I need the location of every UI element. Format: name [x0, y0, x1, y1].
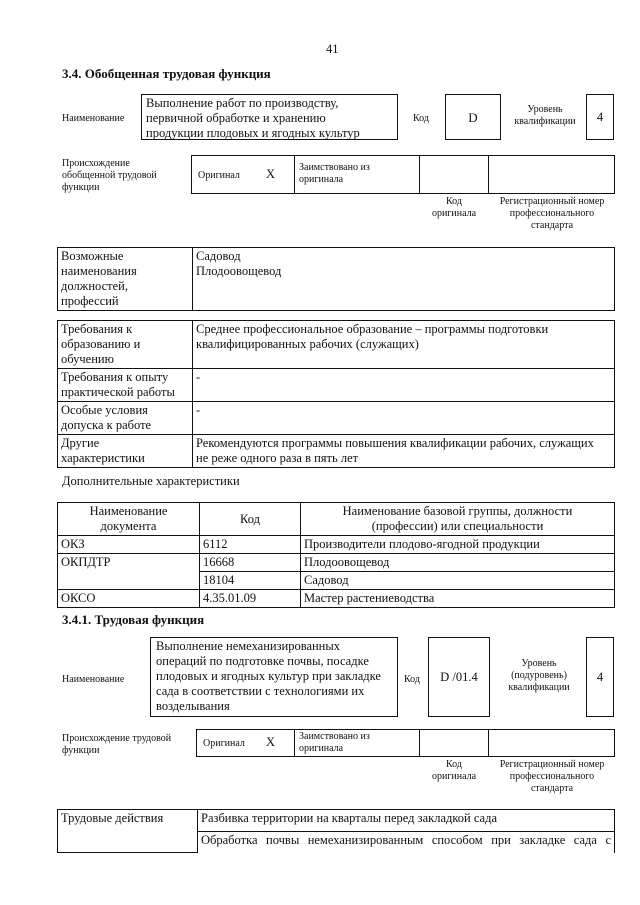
caption-line: оригинала [431, 208, 477, 219]
label-line: Возможные [61, 249, 124, 263]
label-line: Требования к [61, 322, 133, 336]
header-line: документа [100, 519, 157, 533]
reg-number-caption [489, 196, 615, 232]
original-label: Оригинал [198, 170, 240, 181]
label-line: наименования [61, 264, 137, 278]
function-name-line: продукции плодовых и ягодных культур [146, 126, 360, 140]
cell-doc: ОКСО [58, 590, 200, 608]
level-label-line: Уровень [521, 658, 557, 669]
code-value: D /01.4 [440, 670, 478, 684]
original-mark: X [266, 167, 276, 181]
caption-line: профессионального [509, 771, 595, 782]
caption-line: стандарта [530, 220, 574, 231]
code-value-box [445, 94, 501, 140]
header-group [301, 503, 615, 536]
subsection-heading: 3.4.1. Трудовая функция [62, 612, 205, 627]
value-line: - [196, 370, 201, 384]
header-code: Код [200, 503, 301, 536]
code-value-box [428, 637, 490, 717]
cell-code: 6112 [200, 536, 301, 554]
labor-actions-table [57, 809, 615, 853]
additional-title: Дополнительные характеристики [62, 474, 240, 488]
labor-function-name-box [150, 637, 398, 717]
level-value: 4 [596, 110, 604, 124]
cell-name: Плодоовощевод [301, 554, 615, 572]
caption-line: Код [446, 759, 462, 770]
action-item: Разбивка территории на кварталы перед закладкой сада [198, 810, 615, 832]
value-line: Среднее профессиональное образование – программы подготовки [196, 322, 549, 336]
borrowed-label-line: оригинала [299, 743, 344, 754]
original-mark: X [266, 735, 276, 749]
function-name-line: Выполнение немеханизированных [156, 639, 341, 653]
header-line: Наименование базовой группы, должности [342, 504, 573, 518]
origin-label-line: Происхождение [62, 158, 130, 169]
caption-line: оригинала [431, 771, 477, 782]
requirement-row [58, 435, 615, 468]
requirement-label [58, 435, 193, 468]
level-label [498, 658, 580, 694]
function-name-line: Выполнение работ по производству, [146, 96, 339, 110]
additional-header-row [58, 503, 615, 536]
requirement-value [193, 435, 615, 468]
cell-code: 4.35.01.09 [200, 590, 301, 608]
requirement-value [193, 321, 615, 369]
cell-doc: ОКПДТР [58, 554, 200, 590]
requirements-table [57, 320, 615, 468]
borrowed-label [299, 731, 370, 755]
origin-label-line: функции [62, 182, 100, 193]
label-line: Другие [61, 436, 100, 450]
header-line: (профессии) или специальности [371, 519, 544, 533]
level-value-box [586, 637, 614, 717]
caption-line: Регистрационный номер [499, 196, 605, 207]
code-label: Код [413, 113, 429, 124]
caption-line: Код [446, 196, 462, 207]
section-heading: 3.4. Обобщенная трудовая функция [62, 66, 271, 81]
cell-doc: ОКЗ [58, 536, 200, 554]
name-label: Наименование [62, 674, 125, 685]
cell-name: Производители плодово-ягодной продукции [301, 536, 615, 554]
label-line: Требования к опыту [61, 370, 169, 384]
origin-label [62, 733, 171, 757]
value-line: Рекомендуются программы повышения квалификации рабочих, служащих [196, 436, 594, 450]
label-line: характеристики [61, 451, 145, 465]
additional-row [58, 536, 615, 554]
function-name-line: операций по подготовке почвы, посадке [156, 654, 369, 668]
positions-values [193, 248, 615, 311]
borrowed-label-line: Заимствовано из [299, 731, 370, 742]
borrowed-label-line: Заимствовано из [299, 162, 370, 173]
position-item: Плодоовощевод [196, 264, 282, 278]
label-line: должностей, [61, 279, 128, 293]
name-label: Наименование [62, 113, 125, 124]
level-value: 4 [596, 670, 604, 684]
origin-label-line: функции [62, 745, 100, 756]
requirement-value [193, 369, 615, 402]
label-line: допуска к работе [61, 418, 152, 432]
origin-table [191, 155, 615, 194]
requirement-row [58, 402, 615, 435]
borrowed-label-line: оригинала [299, 174, 344, 185]
positions-label [58, 248, 193, 311]
function-name-line: первичной обработке и хранению [146, 111, 326, 125]
origin-table [196, 729, 615, 757]
label-line: практической работы [61, 385, 175, 399]
cell-code: 16668 [200, 554, 301, 572]
requirement-value [193, 402, 615, 435]
requirement-label [58, 321, 193, 369]
position-item: Садовод [196, 249, 241, 263]
code-label: Код [404, 674, 420, 685]
function-name-line: возделывания [156, 699, 230, 713]
origin-label-line: Происхождение трудовой [62, 733, 172, 744]
requirement-row [58, 321, 615, 369]
caption-line: профессионального [509, 208, 595, 219]
value-line: - [196, 403, 201, 417]
cell-name: Мастер растениеводства [301, 590, 615, 608]
positions-table [57, 247, 615, 311]
cell-name: Садовод [301, 572, 615, 590]
action-row [58, 810, 615, 832]
value-line: не реже одного раза в пять лет [196, 451, 359, 465]
code-value: D [468, 110, 478, 125]
requirement-label [58, 369, 193, 402]
label-line: обучению [61, 352, 114, 366]
additional-table [57, 502, 615, 608]
header-doc [58, 503, 200, 536]
action-item: Обработка почвы немеханизированным способом при закладке сада с [198, 831, 615, 852]
cell-code: 18104 [200, 572, 301, 590]
function-name-line: плодовых и ягодных культур при закладке [156, 669, 381, 683]
code-original-caption [420, 196, 488, 220]
level-value-box [586, 94, 614, 140]
reg-number-caption [489, 759, 615, 795]
label-line: профессий [61, 294, 119, 308]
code-original-caption [420, 759, 488, 783]
caption-line: стандарта [530, 783, 574, 794]
original-label: Оригинал [203, 738, 245, 749]
requirement-row [58, 369, 615, 402]
function-name-line: сада в соответствии с технологиями их [156, 684, 365, 698]
borrowed-label [299, 162, 370, 186]
level-label-line: (подуровень) [511, 670, 567, 681]
origin-label-line: обобщенной трудовой [62, 170, 157, 181]
label-line: Особые условия [61, 403, 148, 417]
label-line: образованию и [61, 337, 141, 351]
origin-label [62, 158, 157, 194]
level-label-line: квалификации [514, 116, 576, 127]
value-line: квалифицированных рабочих (служащих) [196, 337, 419, 351]
requirement-label [58, 402, 193, 435]
caption-line: Регистрационный номер [499, 759, 605, 770]
level-label-line: квалификации [508, 682, 570, 693]
additional-row [58, 554, 615, 572]
level-label-line: Уровень [527, 104, 563, 115]
function-name-box [141, 94, 398, 140]
page-number: 41 [326, 42, 339, 56]
additional-row [58, 590, 615, 608]
level-label [509, 104, 581, 128]
header-line: Наименование [89, 504, 168, 518]
actions-label: Трудовые действия [58, 810, 198, 853]
